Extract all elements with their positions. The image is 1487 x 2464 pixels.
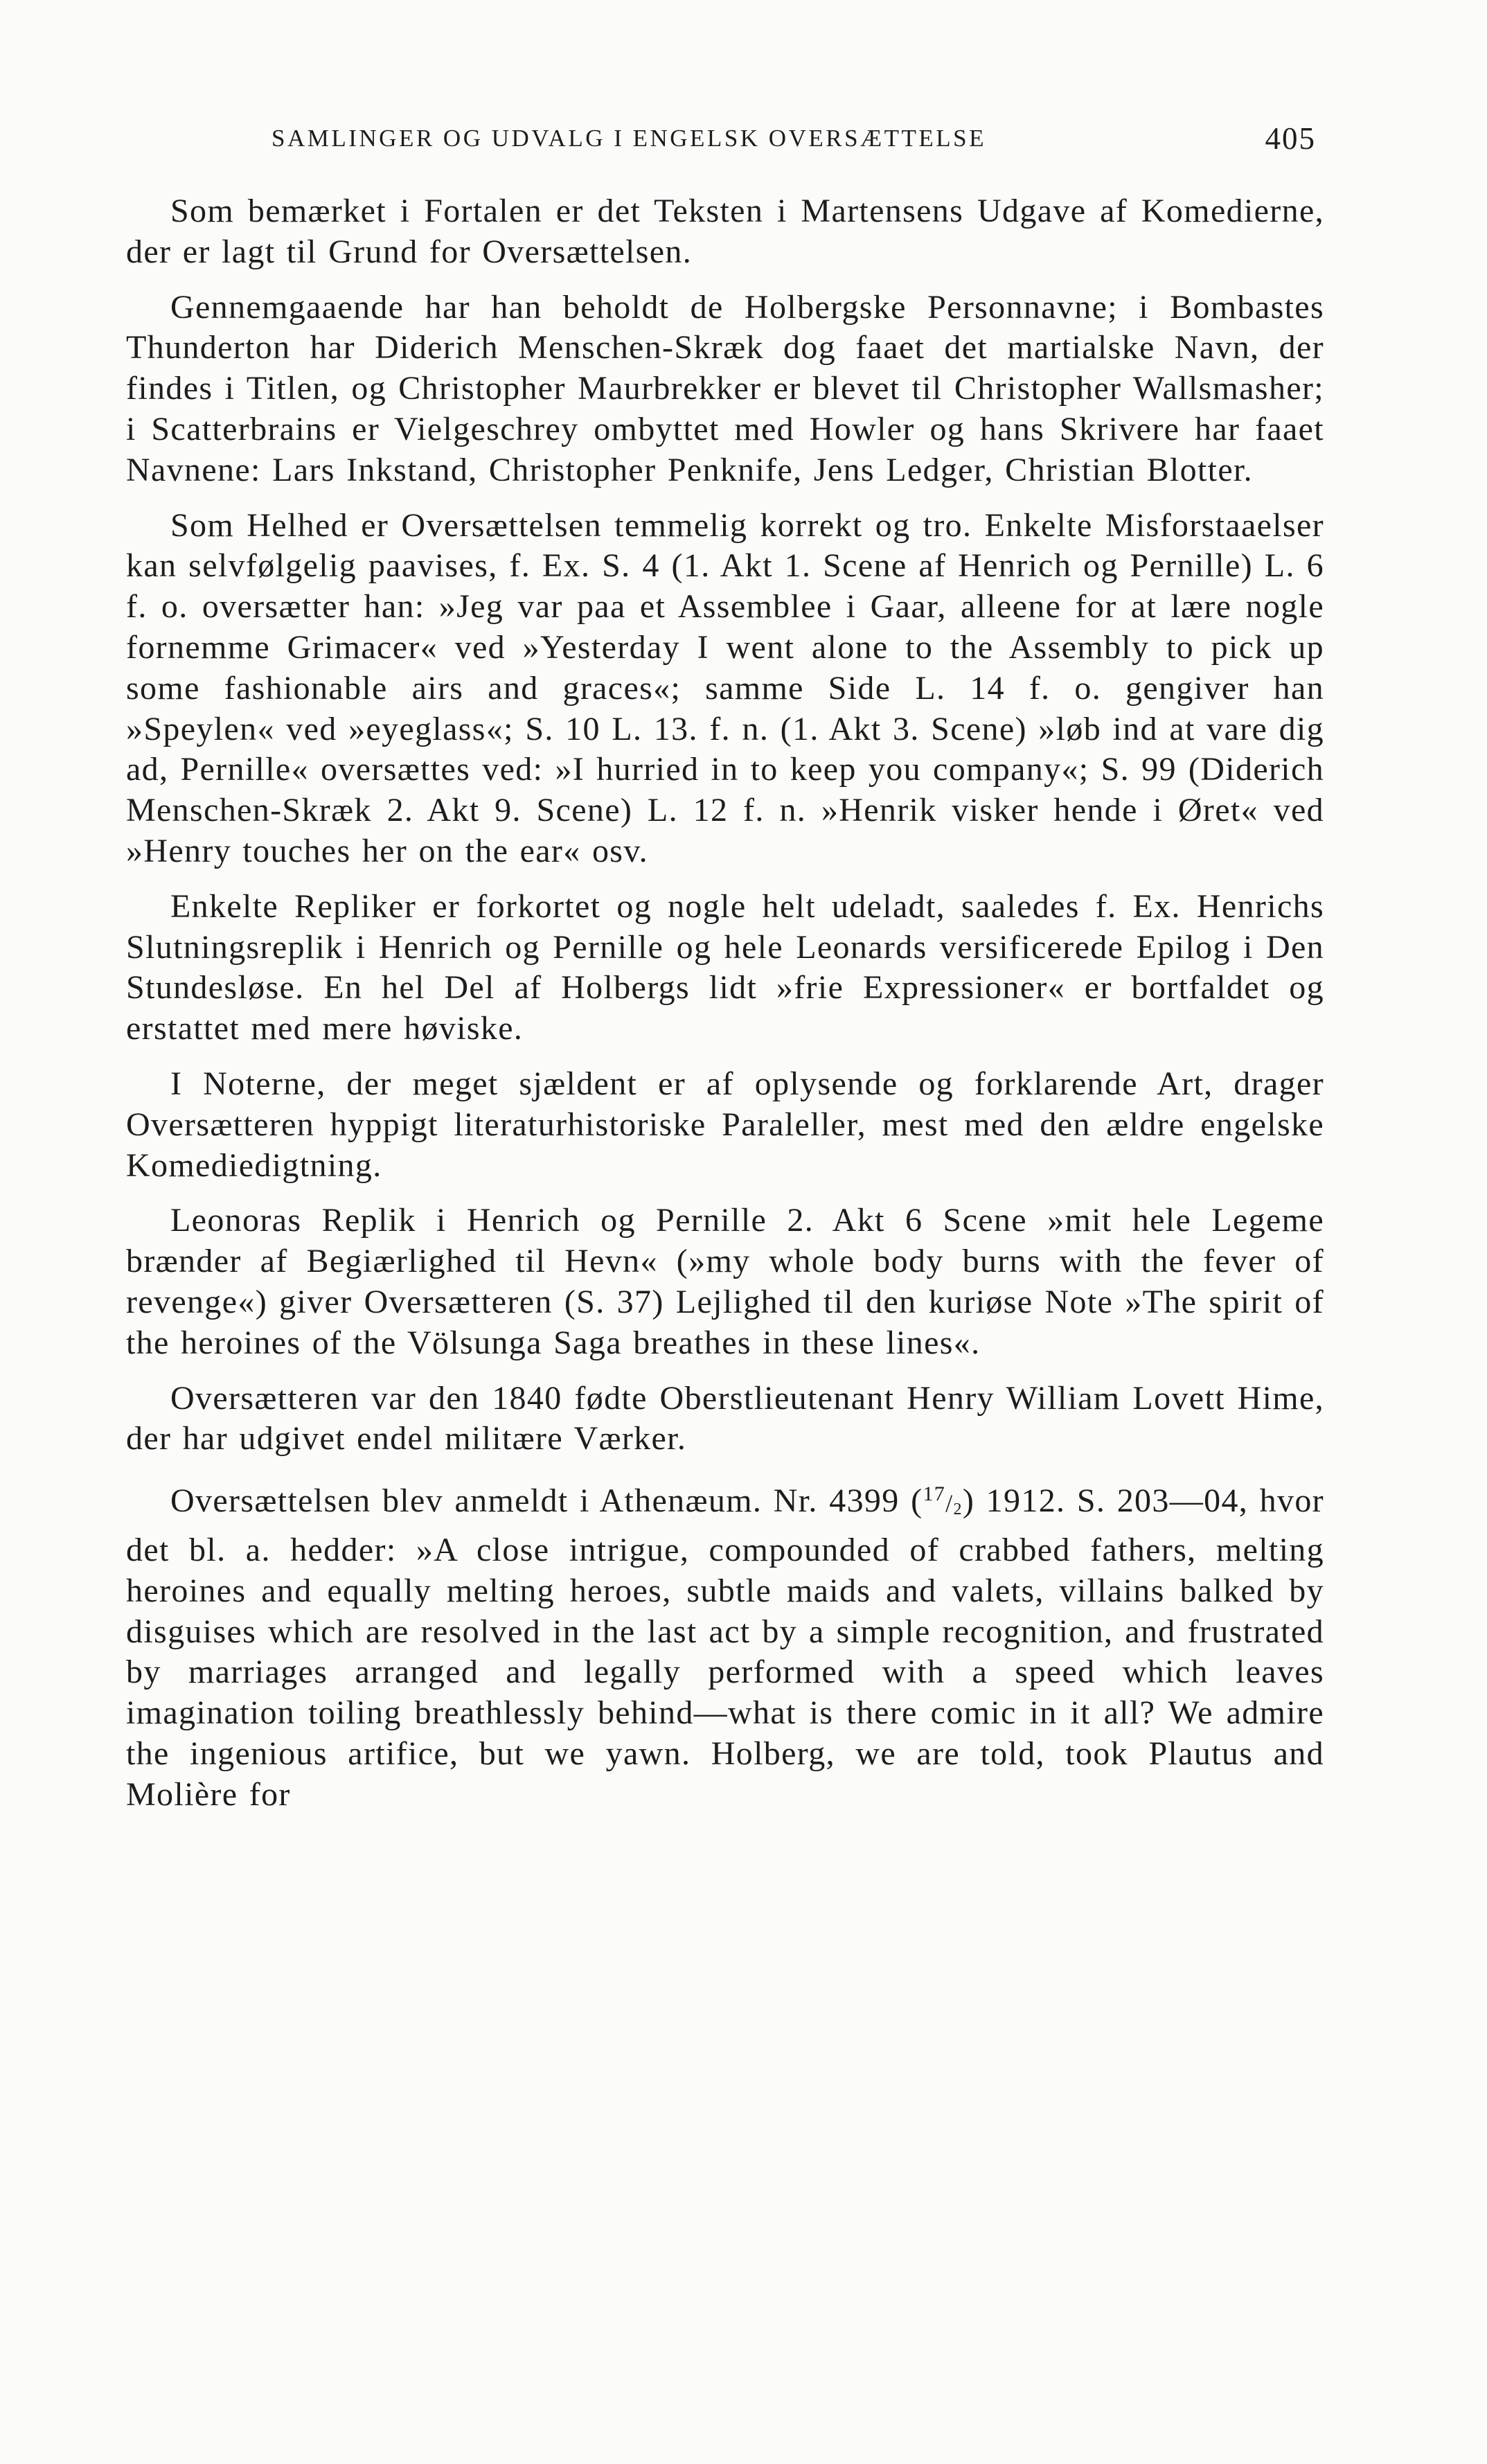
paragraph-4: Enkelte Repliker er forkortet og nogle helt udeladt, saaledes f. Ex. Henrichs Slutningsreplik i Henrich og Pernille og hele Leonards versificerede Epilog i Den Stundesløse. En hel Del af Holbergs lidt »frie Expressioner« er bortfaldet og erstattet med mere høviske.: [126, 887, 1324, 1047]
paragraph-8-rest: ) 1912. S. 203—04, hvor det bl. a. hedder: »A close intrigue, compounded of crabbed fathers, melting heroines and equally melting heroes, subtle maids and valets, villains balked by disguises which are resolved in the last act by a simple recognition, and frustrated by marriages arranged and legally performed with a speed which leaves imagination toiling breathlessly behind—what is there comic in it all? We admire the ingenious artifice, but we yawn. Holberg, we are told, took Plautus and Molière for: [126, 1482, 1324, 1813]
date-fraction-numerator: 17: [923, 1482, 946, 1506]
body-text: [126, 191, 1324, 1815]
paragraph-3: Som Helhed er Oversættelsen temmelig korrekt og tro. Enkelte Misforstaaelser kan selvfølgelig paavises, f. Ex. S. 4 (1. Akt 1. Scene af Henrich og Pernille) L. 6 f. o. oversætter han: »Jeg var paa et Assemblee i Gaar, alleene for at lære nogle fornemme Grimacer« ved »Yesterday I went alone to the Assembly to pick up some fashionable airs and graces«; samme Side L. 14 f. o. gengiver han »Speylen« ved »eyeglass«; S. 10 L. 13. f. n. (1. Akt 3. Scene) »løb ind at vare dig ad, Pernille« oversættes ved: »I hurried in to keep you company«; S. 99 (Diderich Menschen-Skræk 2. Akt 9. Scene) L. 12 f. n. »Henrik visker hende i Øret« ved »Henry touches her on the ear« osv.: [126, 506, 1324, 869]
paragraph-8-start: Oversættelsen blev anmeldt i Athenæum. Nr. 4399 (: [170, 1482, 923, 1520]
page-number: 405: [1265, 121, 1316, 156]
paragraph-8: [126, 1474, 1324, 1815]
paragraph-7: Oversætteren var den 1840 fødte Oberstlieutenant Henry William Lovett Hime, der har udgivet endel militære Værker.: [126, 1379, 1324, 1457]
running-title: SAMLINGER OG UDVALG I ENGELSK OVERSÆTTELSE: [271, 125, 987, 152]
book-page: [126, 118, 1324, 1815]
date-fraction-denominator: 2: [953, 1500, 963, 1519]
paragraph-2: Gennemgaaende har han beholdt de Holbergske Personnavne; i Bombastes Thunderton har Diderich Menschen-Skræk dog faaet det martialske Navn, der findes i Titlen, og Christopher Maurbrekker er blevet til Christopher Wallsmasher; i Scatterbrains er Vielgeschrey ombyttet med Howler og hans Skrivere har faaet Navnene: Lars Inkstand, Christopher Penknife, Jens Ledger, Christian Blotter.: [126, 288, 1324, 488]
paragraph-1: Som bemærket i Fortalen er det Teksten i Martensens Udgave af Komedierne, der er lagt til Grund for Oversættelsen.: [126, 193, 1324, 270]
running-head: [126, 118, 1324, 166]
paragraph-6: Leonoras Replik i Henrich og Pernille 2. Akt 6 Scene »mit hele Legeme brænder af Begiærlighed til Hevn« (»my whole body burns with the fever of revenge«) giver Oversætteren (S. 37) Lejlighed til den kuriøse Note »The spirit of the heroines of the Völsunga Saga breathes in these lines«.: [126, 1202, 1324, 1361]
date-fraction-slash: /: [945, 1489, 954, 1518]
paragraph-5: I Noterne, der meget sjældent er af oplysende og forklarende Art, drager Oversætteren hyppigt literaturhistoriske Paraleller, mest med den ældre engelske Komediedigtning.: [126, 1065, 1324, 1184]
